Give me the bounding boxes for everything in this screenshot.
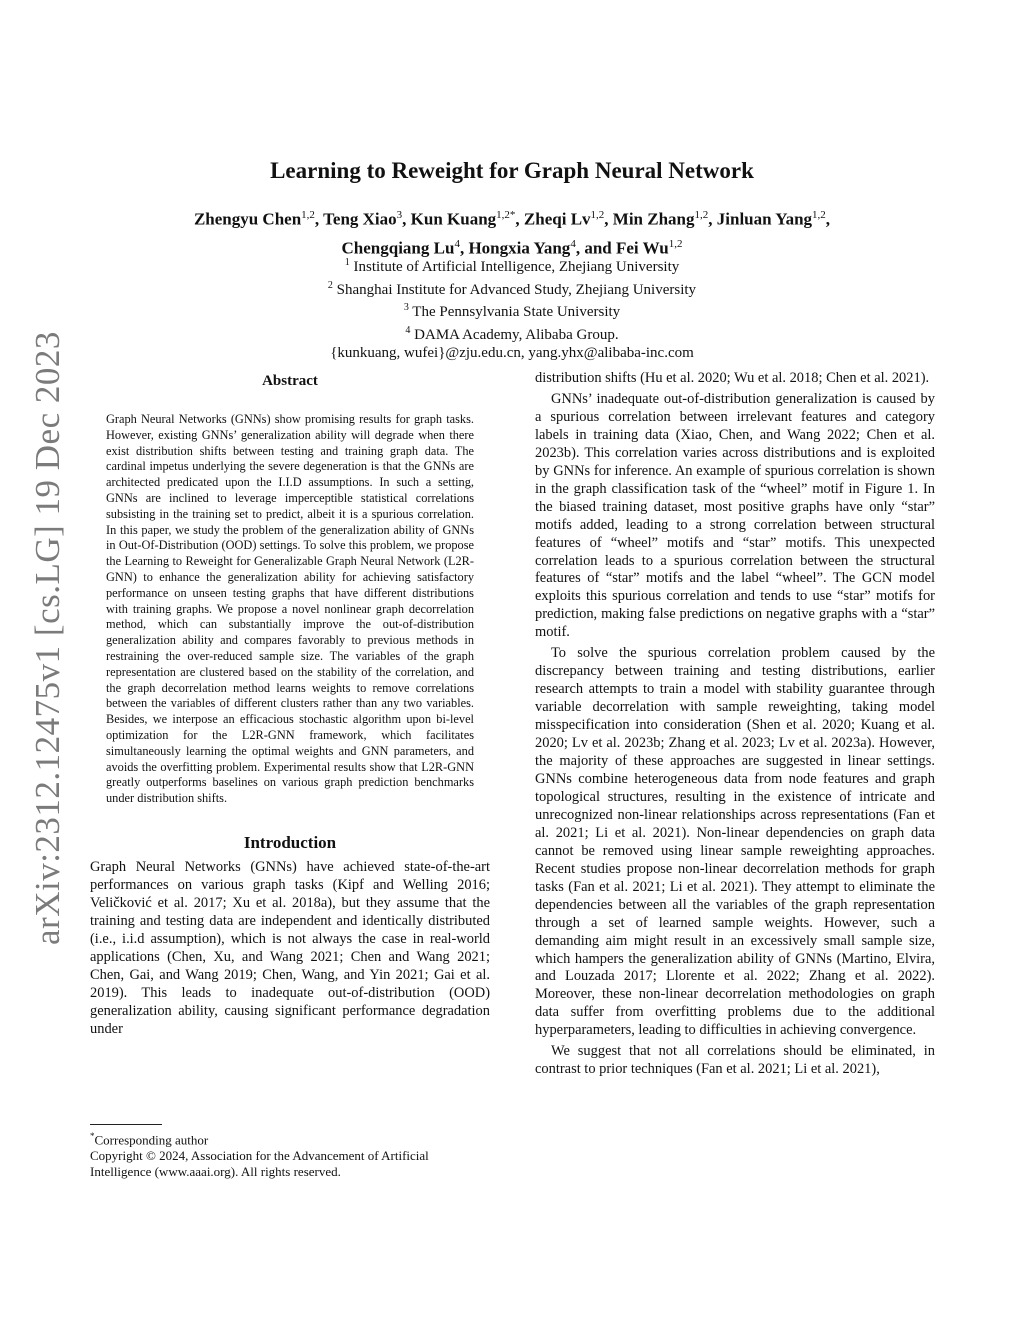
affiliation-4: $^4$ DAMA Academy, Alibaba Group. <box>405 324 619 343</box>
copyright-line-2: Intelligence (www.aaai.org). All rights reserved. <box>90 1164 341 1180</box>
body-paragraph-2: GNNs’ inadequate out-of-distribution generalization is caused by a spurious correlation between irrelevant features and category labels in training data (Xiao, Chen, and Wang 2022; Chen et al. 2023b). This correlation varies across distributions and is exploited by GNNs for inference. An example of spurious correlation is shown in the graph classification task of the “wheel” motif in Figure 1. In the biased training dataset, most positive graphs have only “star” motifs added, leading to a strong correlation between structural features of “wheel” motifs and “star” motifs. This unexpected correlation leads to a spurious correlation between the structural features of “star” motifs and the label “wheel”. The GCN model exploits this spurious correlation and tends to use “star” motifs for prediction, making false predictions on negative graphs with a “star” motif. <box>535 390 935 641</box>
affiliations <box>0 254 1024 363</box>
body-paragraph-1: distribution shifts (Hu et al. 2020; Wu et al. 2018; Chen et al. 2021). <box>535 370 930 386</box>
paper-title: Learning to Reweight for Graph Neural Network <box>270 158 754 183</box>
footnote-rule <box>90 1124 162 1125</box>
footnote <box>90 1124 490 1180</box>
affiliation-2: $^2$ Shanghai Institute for Advanced Study, Zhejiang University <box>327 279 697 298</box>
body-paragraph-4: We suggest that not all correlations should be eliminated, in contrast to prior techniques (Fan et al. 2021; Li et al. 2021), <box>535 1043 935 1078</box>
arxiv-identifier[interactable]: arXiv:2312.12475v1 [cs.LG] 19 Dec 2023 <box>28 331 67 945</box>
intro-paragraph: Graph Neural Networks (GNNs) have achieved state-of-the-art performances on various graph tasks (Kipf and Welling 2016; Veličković et al. 2017; Xu et al. 2018a), but they assume that the training and testing data are independent and identically distributed (i.e., i.i.d assumption), which is not always the case in real-world applications (Chen, Xu, and Wang 2021; Chen and Wang 2021; Chen, Gai, and Wang 2019; Chen, Wang, and Yin 2021; Gai et al. 2019). This leads to inadequate out-of-distribution (OOD) generalization ability, causing significant performance degradation under <box>90 858 490 1037</box>
affiliation-3: $^3$ The Pennsylvania State University <box>403 302 621 320</box>
introduction-heading: Introduction <box>243 832 337 852</box>
corresponding-author-note: *Corresponding author <box>90 1131 209 1148</box>
body-paragraph-3: To solve the spurious correlation problem caused by the discrepancy between training and testing distributions, earlier research attempts to train a model with stability guarantee through variable decorrelation with sample reweighting, taking model misspecification into consideration (Shen et al. 2020; Kuang et al. 2020; Lv et al. 2023b; Zhang et al. 2023; Lv et al. 2023a). However, the majority of these approaches are suggested in linear settings. GNNs combine heterogeneous data from node features and graph topological structures, resulting in the existence of intricate and unrecognized non-linear relationships across representations (Fan et al. 2021; Li et al. 2021). Non-linear dependencies on graph data cannot be removed using linear sample reweighting approaches. Recent studies propose non-linear decorrelation methods for graph tasks (Fan et al. 2021; Li et al. 2021). They attempt to eliminate the dependencies between all the variables of the graph representation through a set of learned sample weights. However, such a demanding aim might result in an excessively small sample size, which hampers the generalization ability of GNNs (Martino, Elvira, and Louzada 2017; Llorente et al. 2022; Zhang et al. 2022). Moreover, these non-linear decorrelation methodologies on graph data suffer from overfitting problems due to the additional hyperparameters, leading to difficulties in achieving convergence. <box>535 645 935 1039</box>
right-column <box>535 370 935 1079</box>
left-column <box>90 370 490 1038</box>
abstract-heading: Abstract <box>262 373 318 389</box>
contact-emails[interactable]: {kunkuang, wufei}@zju.edu.cn, yang.yhx@alibaba-inc.com <box>330 345 694 361</box>
affiliation-1: $^1$ Institute of Artificial Intelligence, Zhejiang University <box>344 257 680 275</box>
abstract-text: Graph Neural Networks (GNNs) show promising results for graph tasks. However, existing GNNs’ generalization ability will degrade when there exist distribution shifts between testing and training graph data. The cardinal impetus underlying the severe degeneration is that the GNNs are architected predicated upon the I.I.D assumptions. In such a setting, GNNs are inclined to leverage imperceptible statistical correlations subsisting in the training set to predict, albeit it is a spurious correlation. In this paper, we study the problem of the generalization ability of GNNs in Out-Of-Distribution (OOD) settings. To solve this problem, we propose the Learning to Reweight for Generalizable Graph Neural Network (L2R-GNN) to enhance the generalization ability for achieving satisfactory performance on unseen testing graphs that have different distributions with training graphs. We propose a novel nonlinear graph decorrelation method, which can substantially improve the out-of-distribution generalization ability and compares favorably to previous methods in restraining the over-reduced sample size. The variables of the graph representation are clustered based on the stability of the correlation, and the graph decorrelation method learns weights to remove correlations between the variables of different clusters rather than any two variables. Besides, we interpose an efficacious stochastic algorithm upon bi-level optimization for the L2R-GNN framework, which facilitates simultaneously learning the optimal weights and GNN parameters, and avoids the overfitting problem. Experimental results show that L2R-GNN greatly outperforms baselines on various graph prediction benchmarks under distribution shifts. <box>106 412 474 806</box>
copyright-line-1: Copyright © 2024, Association for the Advancement of Artificial <box>90 1148 429 1164</box>
author-list: Zhengyu Chen$^{1,2}$, Teng Xiao$^3$, Kun Kuang$^{1,2*}$, Zheqi Lv$^{1,2}$, Min Zhang$^{1,2}$, Jinluan Yang$^{1,2}$, Chengqiang Lu$^4$, Hongxia Yang$^4$, and Fei Wu$^{1,2}$ <box>193 209 831 258</box>
